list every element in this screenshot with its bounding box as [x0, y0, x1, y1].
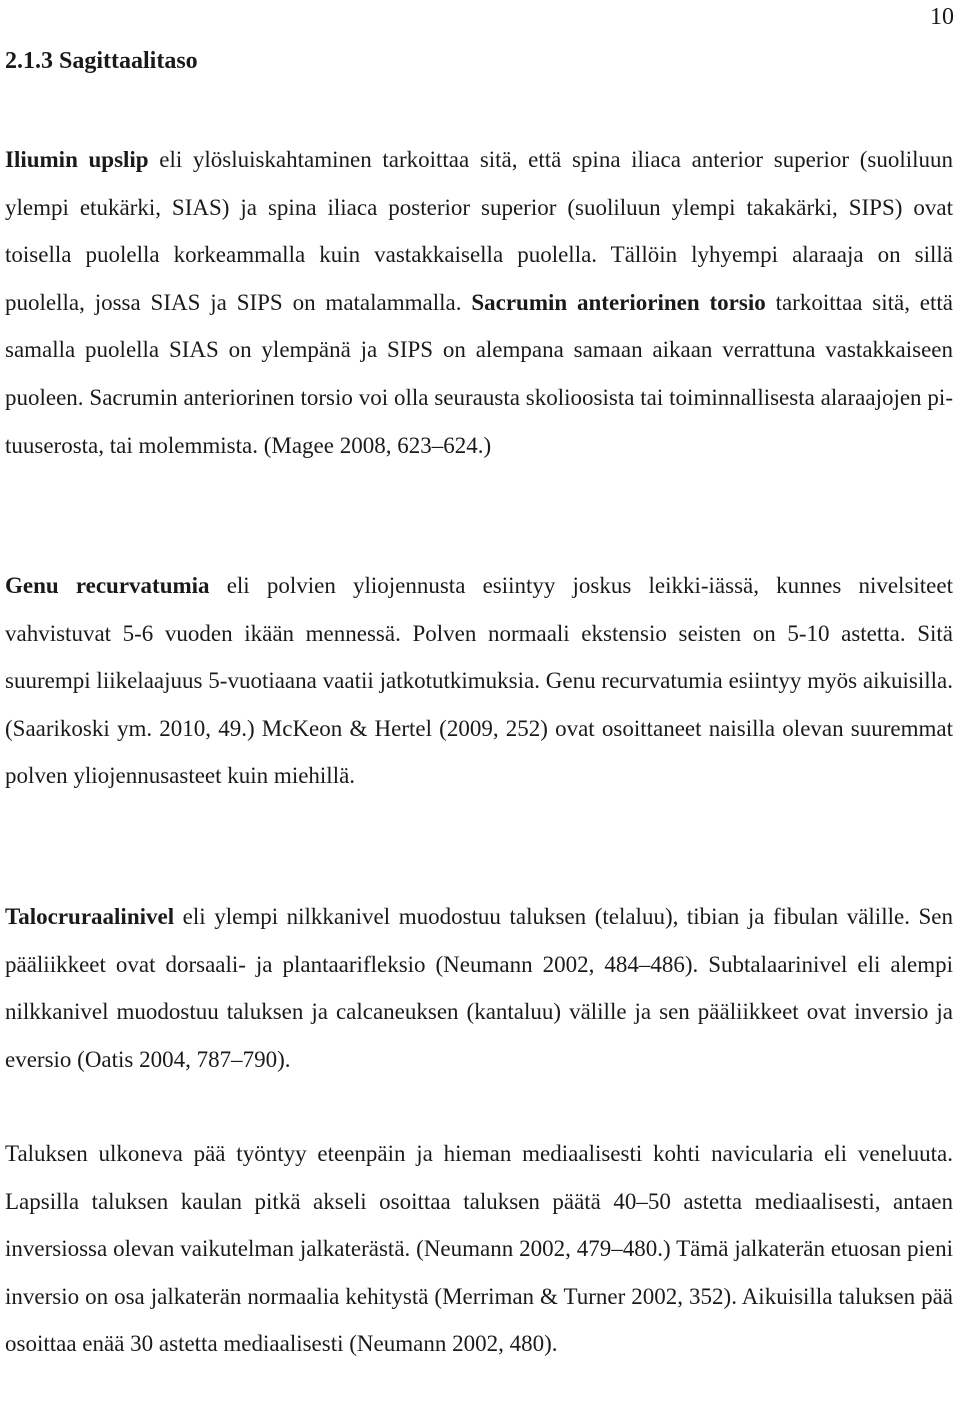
term-genu-recurvatumia: Genu recurvatumia [5, 573, 210, 598]
term-talocruraalinivel: Talocruraalinivel [5, 904, 175, 929]
term-sacrumin-torsio: Sacrumin anteriorinen torsio [471, 289, 766, 315]
page-number: 10 [930, 4, 954, 30]
paragraph-genu-recurvatum [5, 562, 953, 800]
paragraph-text: eli ylösluiskahtaminen tarkoittaa sitä, että spina iliaca anterior superior (suoliluun ylempi etukärki, SIAS) ja spina iliaca posterior superior (suoliluun ylempi takakärki, SIPS) ovat toisella puolella korkeammalla kuin vastakkaisella puolella. Tällöin lyhyempi alaraaja on sillä puolella, jossa SIAS ja SIPS on matalammalla. [5, 147, 953, 315]
paragraph-text: eli ylempi nilkkanivel muodostuu taluksen (telaluu), tibian ja fibulan välille. Sen pääliikkeet ovat dorsaali- ja plantaarifleksio (Neumann 2002, 484–486). Subtalaarinivel eli alempi nilkkanivel muodostuu taluksen ja calcaneuksen (kantaluu) välille ja sen pääliikkeet ovat inversio ja eversio (Oatis 2004, 787–790). [5, 904, 953, 1072]
paragraph-text: Taluksen ulkoneva pää työntyy eteenpäin ja hieman mediaalisesti kohti navicularia eli veneluuta. Lapsilla taluksen kaulan pitkä akseli osoittaa taluksen päätä 40–50 astetta mediaalisesti, antaen inversiossa olevan vaikutelman jalkaterästä. (Neumann 2002, 479–480.) Tämä jalkaterän etuosan pieni inversio on osa jalkaterän normaalia kehitystä (Merriman & Turner 2002, 352). Aikuisilla taluksen pää osoittaa enää 30 astetta mediaalisesti (Neumann 2002, 480). [5, 1141, 953, 1357]
term-iliumin-upslip: Iliumin upslip [5, 147, 149, 172]
paragraph-text: eli polvien yliojennusta esiintyy joskus leikki-iässä, kunnes nivelsiteet vahvistuvat 5-6 vuoden ikään mennessä. Polven normaali ekstensio seisten on 5-10 astetta. Sitä suurempi liikelaajuus 5-vuotiaana vaatii jatkotutkimuksia. Genu recurvatumia esiintyy myös aikuisilla. (Saarikoski ym. 2010, 49.) McKeon & Hertel (2009, 252) ovat osoittaneet naisilla olevan suuremmat polven yliojennusasteet kuin miehillä. [5, 573, 953, 789]
paragraph-taluksen-paa [5, 1130, 953, 1368]
paragraph-talocruraalinivel [5, 893, 953, 1083]
section-heading: 2.1.3 Sagittaalitaso [5, 48, 198, 74]
paragraph-iliumin-upslip [5, 136, 953, 469]
paragraph-text: tarkoittaa sitä, että samalla puolella SIAS on ylempänä ja SIPS on alempana samaan aikaan verrattuna vastakkaiseen puoleen. Sacrumin anteriorinen torsio voi olla seurausta skolioosista tai toiminnallisesta alaraajojen pituuserosta, tai molemmista. (Magee 2008, 623–624.) [5, 289, 954, 458]
